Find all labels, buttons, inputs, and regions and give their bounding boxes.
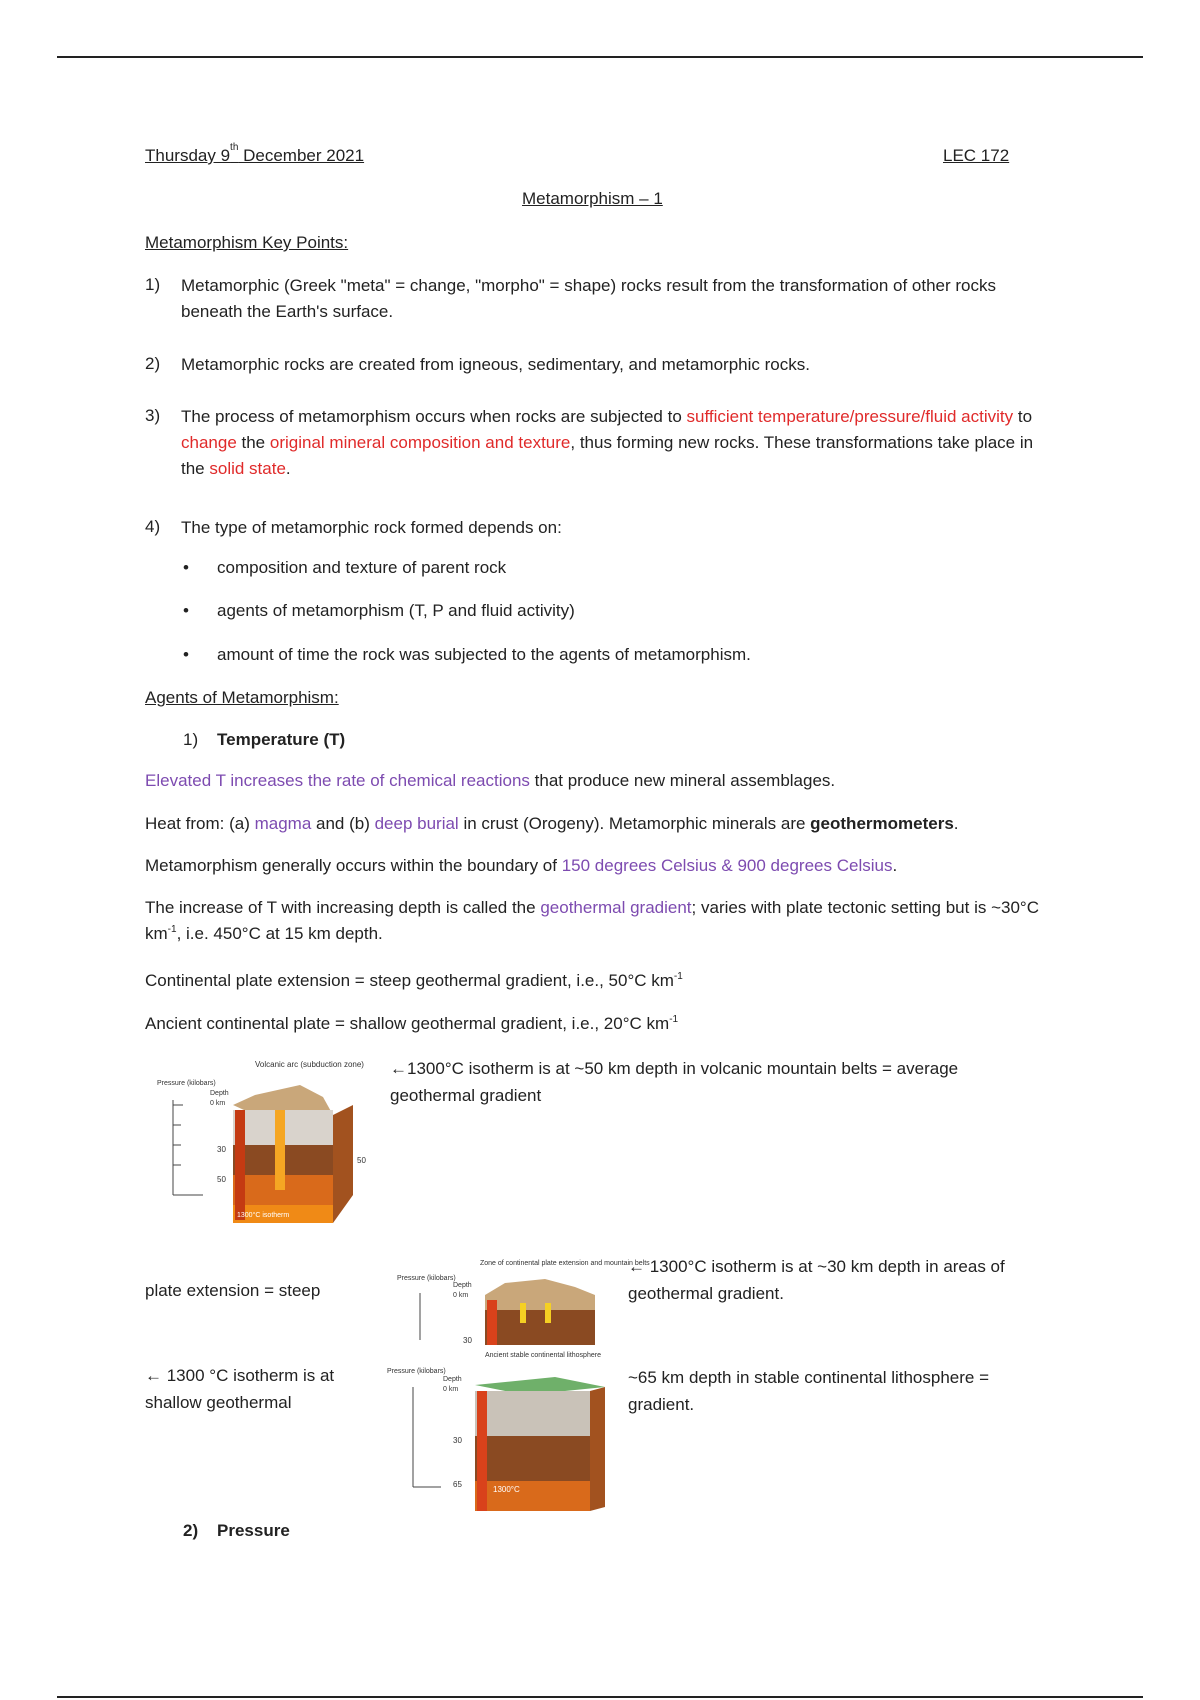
paragraph-boundary: Metamorphism generally occurs within the boundary of 150 degrees Celsius & 900 degrees Celsius. [145, 856, 898, 875]
item-number: 1) [145, 275, 161, 294]
depth-0: 0 km [210, 1100, 226, 1107]
item-number: 3) [145, 406, 161, 425]
pressure-label: Pressure (kilobars) [397, 1275, 456, 1282]
diagram-title: Ancient stable continental lithosphere [485, 1352, 601, 1359]
left-text-extension: plate extension = steep [145, 1281, 321, 1300]
bullet: • [183, 558, 189, 577]
depth-65: 65 [453, 1480, 462, 1489]
bullet-item: agents of metamorphism (T, P and fluid activity) [217, 601, 575, 620]
temperature-heading: Temperature (T) [217, 730, 346, 749]
paragraph-heat-from: Heat from: (a) magma and (b) deep burial in crust (Orogeny). Metamorphic minerals are geothermometers. [145, 814, 959, 833]
bottom-rule [57, 1696, 1143, 1698]
paragraph-ancient-plate: Ancient continental plate = shallow geothermal gradient, i.e., 20°C $km^{-1}$ [145, 1014, 679, 1033]
diagram-title: Zone of continental plate extension and mountain belts [480, 1260, 650, 1267]
key-point-2: Metamorphic rocks are created from igneous, sedimentary, and metamorphic rocks. [181, 355, 810, 374]
depth-side: 50 [357, 1156, 366, 1165]
pressure-number: 2) [183, 1521, 199, 1540]
caption-extension: ← 1300°C isotherm is at ~30 km depth in areas of geothermal gradient. [628, 1257, 1005, 1303]
volcanic-arc-diagram [155, 1055, 375, 1230]
temperature-number: 1) [183, 730, 199, 749]
stable-lithosphere-diagram [385, 1347, 610, 1542]
pressure-label: Pressure (kilobars) [157, 1080, 216, 1087]
continental-extension-diagram [395, 1255, 650, 1345]
bullet-item: amount of time the rock was subjected to the agents of metamorphism. [217, 645, 751, 664]
top-rule [57, 56, 1143, 58]
depth-label: Depth [453, 1282, 472, 1289]
depth-50: 50 [217, 1175, 226, 1184]
date: Thursday 9th December 2021 [145, 142, 365, 165]
depth-label: Depth [210, 1090, 229, 1097]
left-text-stable: ← 1300 °C isotherm is at shallow geothermal [145, 1366, 335, 1412]
key-points-heading: Metamorphism Key Points: [145, 233, 349, 252]
lecture-code: LEC 172 [943, 146, 1010, 165]
key-point-3: The process of metamorphism occurs when rocks are subjected to sufficient temperature/pressure/fluid activity to change the original mineral composition and texture, thus forming new rocks. These transformations take place in the solid state. [181, 407, 1034, 478]
depth-30: 30 [217, 1145, 226, 1154]
caption-volcanic: ←1300°C isotherm is at ~50 km depth in volcanic mountain belts = average geothermal gradient [390, 1059, 959, 1105]
diagram-title: Volcanic arc (subduction zone) [255, 1060, 364, 1069]
isotherm-label: 1300°C isotherm [237, 1212, 290, 1219]
pressure-label: Pressure (kilobars) [387, 1368, 446, 1375]
item-number: 4) [145, 517, 161, 536]
paragraph-continental-extension: Continental plate extension = steep geothermal gradient, i.e., 50°C $km^{-1}$ [145, 971, 683, 990]
agents-heading: Agents of Metamorphism: [145, 688, 339, 707]
paragraph-geothermal-gradient: The increase of T with increasing depth is called the geothermal gradient; varies with plate tectonic setting but is ~30°C $km^{-1}$, i.e. 450°C at 15 km depth. [145, 898, 1039, 943]
depth-0: 0 km [453, 1292, 469, 1299]
bullet: • [183, 645, 189, 664]
depth-label: Depth [443, 1376, 462, 1383]
key-point-1: Metamorphic (Greek "meta" = change, "morpho" = shape) rocks result from the transformation of other rocks beneath the Earth's surface. [181, 276, 996, 321]
item-number: 2) [145, 354, 161, 373]
depth-30: 30 [453, 1436, 462, 1445]
key-point-4: The type of metamorphic rock formed depends on: [181, 518, 562, 537]
depth-30: 30 [463, 1336, 472, 1345]
bullet: • [183, 601, 189, 620]
page-title: Metamorphism – 1 [522, 189, 663, 208]
caption-stable: ~65 km depth in stable continental lithosphere = gradient. [628, 1368, 990, 1414]
pressure-heading: Pressure [217, 1521, 290, 1540]
bullet-item: composition and texture of parent rock [217, 558, 507, 577]
depth-0: 0 km [443, 1386, 459, 1393]
isotherm-label: 1300°C [493, 1485, 520, 1494]
paragraph-elevated-t: Elevated T increases the rate of chemical reactions that produce new mineral assemblages. [145, 771, 836, 790]
